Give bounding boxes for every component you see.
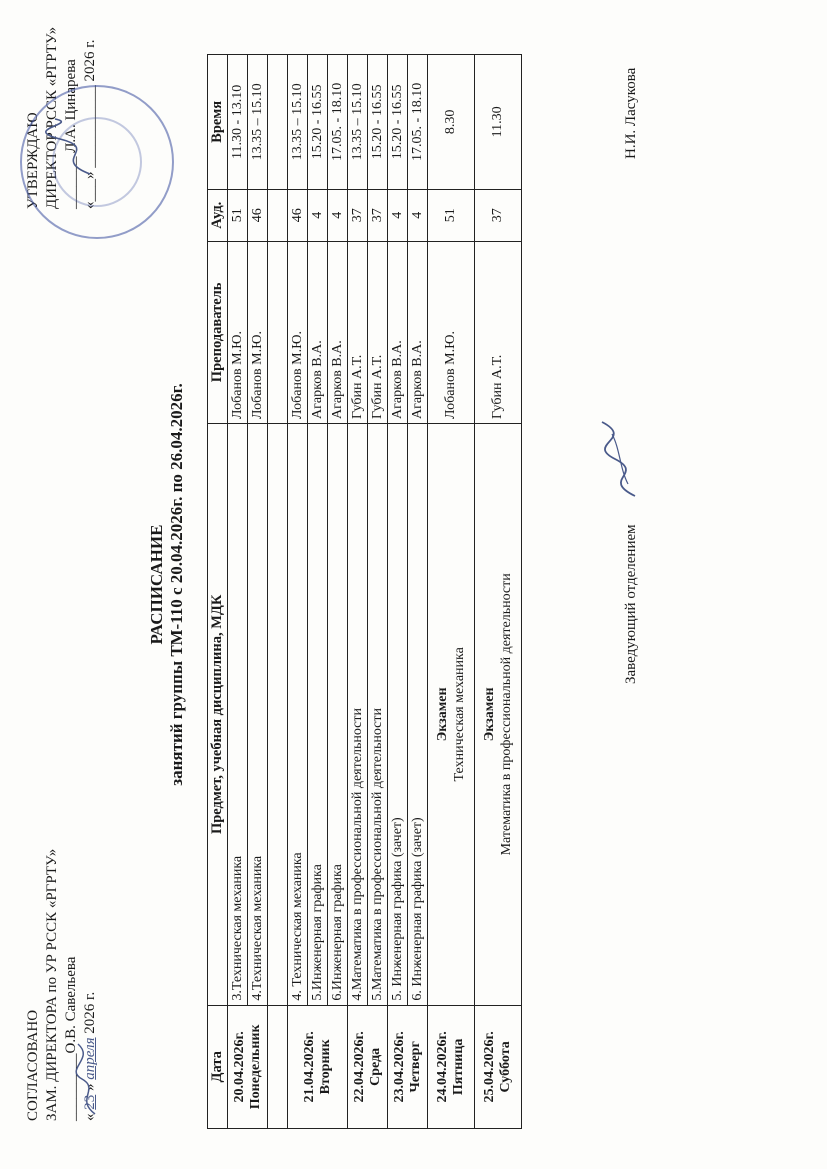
time-cell: 15.20 - 16.55 [388,55,408,190]
aud-cell: 37 [348,189,368,241]
header-aud: Ауд. [208,189,228,241]
exam-subject: Математика в профессиональной деятельности [499,573,514,856]
subject-cell: 5.Математика в профессиональной деятельности [368,423,388,1005]
table-row [368,55,388,1129]
header-subject: Предмет, учебная дисциплина, МДК [208,423,228,1005]
approval-right-line2: ДИРЕКТОР РССК «РГРТУ» [44,26,60,209]
header-date: Дата [208,1005,228,1128]
teacher-cell: Агарков В.А. [388,241,408,423]
time-cell: 15.20 - 16.55 [308,55,328,190]
exam-cell [428,423,475,1005]
table-row [228,55,248,1129]
title-line1: РАСПИСАНИЕ [147,524,166,645]
subject-cell: 5. Инженерная графика (зачет) [388,423,408,1005]
table-row [308,55,328,1129]
approval-right-line4: «___» ___________ 2026 г. [82,39,98,209]
footer-left: Заведующий отделением [623,524,639,684]
table-row [288,55,308,1129]
time-cell: 8.30 [428,55,475,190]
header-time: Время [208,55,228,190]
date-cell: 21.04.2026г. Вторник [288,1005,348,1128]
approval-left-line4: « 23 » апреля 2026 г. [82,991,98,1121]
approval-left-line1: СОГЛАСОВАНО [25,1009,41,1121]
aud-cell: 37 [475,189,522,241]
table-row [428,55,475,1129]
teacher-cell: Агарков В.А. [308,241,328,423]
subject-cell: 5.Инженерная графика [308,423,328,1005]
handwritten-month: апреля [82,1037,98,1080]
table-row [248,55,268,1129]
aud-cell: 4 [388,189,408,241]
date-cell: 24.04.2026г. Пятница [428,1005,475,1128]
table-row [388,55,408,1129]
subject-cell: 4. Техническая механика [288,423,308,1005]
exam-cell [475,423,522,1005]
time-cell: 15.20 - 16.55 [368,55,388,190]
time-cell: 17.05. - 18.10 [408,55,428,190]
aud-cell: 46 [248,189,268,241]
time-cell: 11.30 [475,55,522,190]
approval-left-line3: _________О.В. Савельева [63,956,79,1121]
header-teacher: Преподаватель [208,241,228,423]
date-cell: 23.04.2026г. Четверг [388,1005,428,1128]
aud-cell: 4 [408,189,428,241]
subject-cell: 6.Инженерная графика [328,423,348,1005]
teacher-cell: Агарков В.А. [408,241,428,423]
time-cell: 17.05. - 18.10 [328,55,348,190]
table-row [328,55,348,1129]
approval-right-line3: _______ Л.А. Цинарева [63,59,79,209]
table-header-row [208,55,228,1129]
aud-cell: 46 [288,189,308,241]
exam-label: Экзамен [435,687,450,742]
exam-subject: Техническая механика [452,647,467,782]
teacher-cell: Губин А.Т. [348,241,368,423]
teacher-cell: Лобанов М.Ю. [248,241,268,423]
signature-footer [590,414,650,504]
time-cell: 13.35 – 15.10 [288,55,308,190]
exam-label: Экзамен [482,687,497,742]
date-cell: 20.04.2026г. Понедельник [228,1005,268,1128]
teacher-cell: Губин А.Т. [368,241,388,423]
teacher-cell: Лобанов М.Ю. [228,241,248,423]
time-cell: 13.35 – 15.10 [248,55,268,190]
schedule-table [207,54,522,1129]
table-row [475,55,522,1129]
teacher-cell: Лобанов М.Ю. [288,241,308,423]
date-cell: 22.04.2026г. Среда [348,1005,388,1128]
table-row [408,55,428,1129]
time-cell: 13.35 – 15.10 [348,55,368,190]
teacher-cell: Лобанов М.Ю. [428,241,475,423]
table-row [348,55,368,1129]
footer-right: Н.И. Ласукова [623,67,639,159]
aud-cell: 4 [308,189,328,241]
date-cell: 25.04.2026г. Суббота [475,1005,522,1128]
aud-cell: 4 [328,189,348,241]
teacher-cell: Агарков В.А. [328,241,348,423]
time-cell: 11.30 - 13.10 [228,55,248,190]
aud-cell: 51 [428,189,475,241]
subject-cell: 4.Техническая механика [248,423,268,1005]
approval-left-line2: ЗАМ. ДИРЕКТОРА по УР РССК «РГРТУ» [44,848,60,1121]
title-line2: занятий группы ТМ-110 с 20.04.2026г. по 26.04.2026г. [167,383,186,786]
signature-left [70,1039,105,1119]
page-title [147,0,187,1169]
teacher-cell: Губин А.Т. [475,241,522,423]
subject-cell: 6. Инженерная графика (зачет) [408,423,428,1005]
subject-cell: 3.Техническая механика [228,423,248,1005]
handwritten-day: 23 [82,1094,98,1110]
aud-cell: 51 [228,189,248,241]
approval-right-line1: УТВЕРЖДАЮ [25,112,41,209]
table-spacer-row [268,55,288,1129]
aud-cell: 37 [368,189,388,241]
signature-right [40,114,110,184]
subject-cell: 4.Математика в профессиональной деятельности [348,423,368,1005]
